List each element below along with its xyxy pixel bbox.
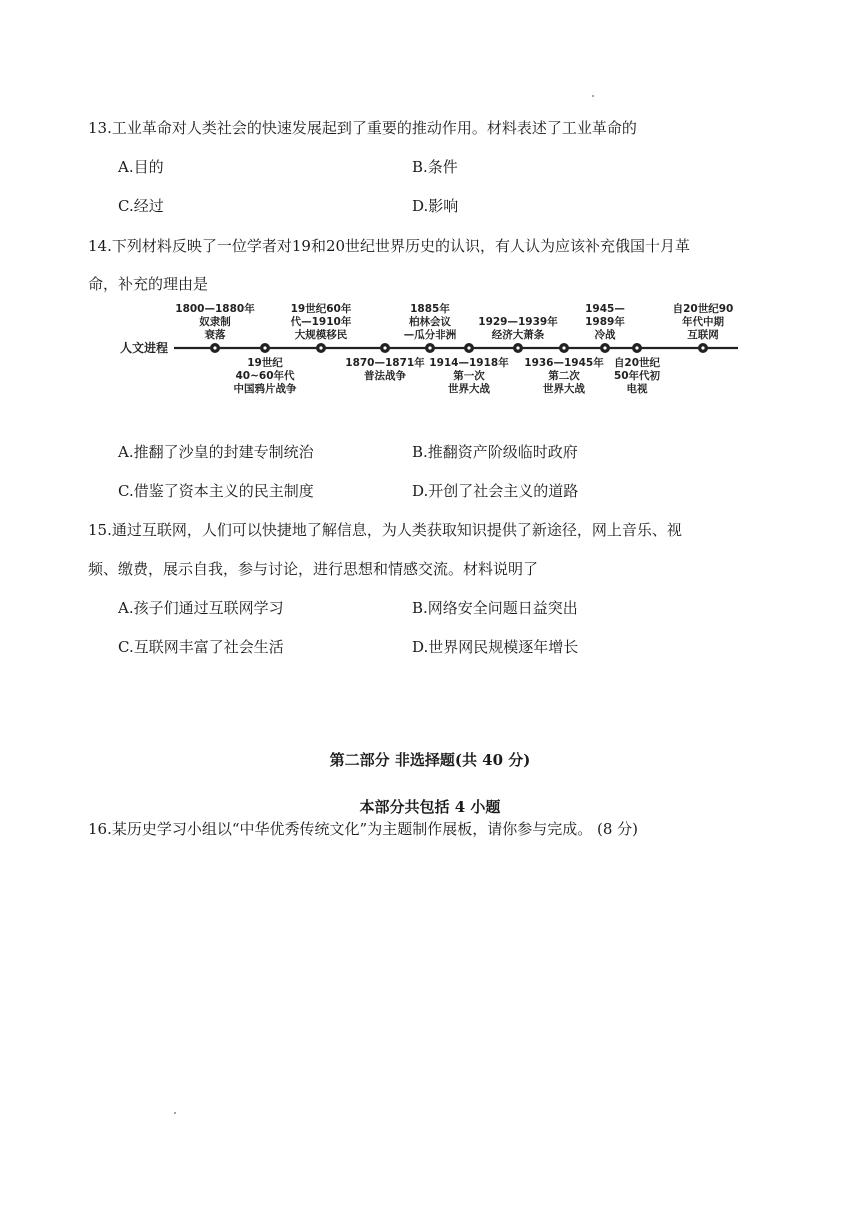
timeline-event-label: 1989年 [585,316,625,328]
timeline-event-dot-center [319,346,322,349]
question-14-option-c[interactable]: C.借鉴了资本主义的民主制度 [118,482,314,500]
timeline-event-dot-center [635,346,638,349]
timeline-event-dot-center [603,346,606,349]
part-two-heading: 第二部分 非选择题(共 40 分) [329,751,531,769]
timeline-event-label: 世界大战 [448,383,490,395]
timeline-event-label: 1936—1945年 [524,357,604,369]
question-15-stem-line1: 15.通过互联网，人们可以快捷地了解信息，为人类获取知识提供了新途径，网上音乐、视 [88,521,682,539]
timeline-event-label: 电视 [626,383,648,395]
history-timeline-figure [118,296,742,406]
timeline-event-label: 1914—1918年 [429,357,509,369]
timeline-event-label: 40~60年代 [235,370,295,382]
timeline-event-dot-center [467,346,470,349]
question-15-option-c[interactable]: C.互联网丰富了社会生活 [118,638,284,656]
timeline-event-label: —瓜分非洲 [403,329,457,341]
speck-top [592,95,594,97]
speck-bottom [174,1112,176,1114]
timeline-event-dot-center [428,346,431,349]
timeline-event-label: 19世纪 [247,357,283,369]
timeline-event-dot-center [213,346,216,349]
timeline-event-dot-center [516,346,519,349]
question-15-stem-line2: 频、缴费，展示自我，参与讨论，进行思想和情感交流。材料说明了 [88,560,539,578]
question-16-stem: 16.某历史学习小组以“中华优秀传统文化”为主题制作展板，请你参与完成。 (8 分) [88,820,638,838]
timeline-event-label: 1870—1871年 [345,357,425,369]
timeline-event-label: 19世纪60年 [290,303,352,315]
timeline-event-dot-center [701,346,704,349]
timeline-event-label: 世界大战 [543,383,585,395]
timeline-event-label: 代—1910年 [290,316,352,328]
timeline-event-label: 大规模移民 [294,329,348,341]
question-14-option-d[interactable]: D.开创了社会主义的道路 [412,482,579,500]
timeline-event-label: 50年代初 [613,370,661,382]
timeline-event-label: 年代中期 [682,316,724,328]
part-two-subheading: 本部分共包括 4 小题 [359,798,501,816]
timeline-event-label: 互联网 [687,329,719,341]
question-14-stem-line2: 命，补充的理由是 [88,275,209,293]
question-14-option-b[interactable]: B.推翻资产阶级临时政府 [412,443,578,461]
timeline-event-label: 1885年 [410,303,450,315]
question-14-option-a[interactable]: A.推翻了沙皇的封建专制统治 [118,443,314,461]
timeline-event-label: 自20世纪90 [672,303,734,315]
timeline-event-label: 柏林会议 [409,316,451,328]
timeline-event-label: 衰落 [204,329,226,341]
timeline-event-dot-center [562,346,565,349]
timeline-event-label: 第二次 [548,370,580,382]
question-14-stem-line1: 14.下列材料反映了一位学者对19和20世纪世界历史的认识，有人认为应该补充俄国十月革 [88,237,691,255]
timeline-event-label: 普法战争 [364,370,406,382]
timeline-event-label: 奴隶制 [199,316,231,328]
timeline-event-label: 第一次 [453,370,485,382]
question-15-option-d[interactable]: D.世界网民规模逐年增长 [412,638,579,656]
question-13-option-b[interactable]: B.条件 [412,158,458,176]
timeline-event-label: 中国鸦片战争 [233,383,297,395]
question-15-option-b[interactable]: B.网络安全问题日益突出 [412,599,578,617]
timeline-event-label: 1800—1880年 [175,303,255,315]
question-13-option-d[interactable]: D.影响 [412,197,459,215]
question-13-stem: 13.工业革命对人类社会的快速发展起到了重要的推动作用。材料表述了工业革命的 [88,119,637,137]
question-13-option-a[interactable]: A.目的 [118,158,164,176]
timeline-event-label: 冷战 [594,329,616,341]
timeline-event-label: 1929—1939年 [478,316,558,328]
timeline-event-label: 1945— [585,303,625,315]
question-13-option-c[interactable]: C.经过 [118,197,164,215]
timeline-event-dot-center [263,346,266,349]
timeline-axis-label: 人文进程 [120,341,169,355]
timeline-event-dot-center [383,346,386,349]
timeline-event-label: 经济大萧条 [491,329,545,341]
question-15-option-a[interactable]: A.孩子们通过互联网学习 [118,599,284,617]
timeline-event-label: 自20世纪 [613,357,661,369]
